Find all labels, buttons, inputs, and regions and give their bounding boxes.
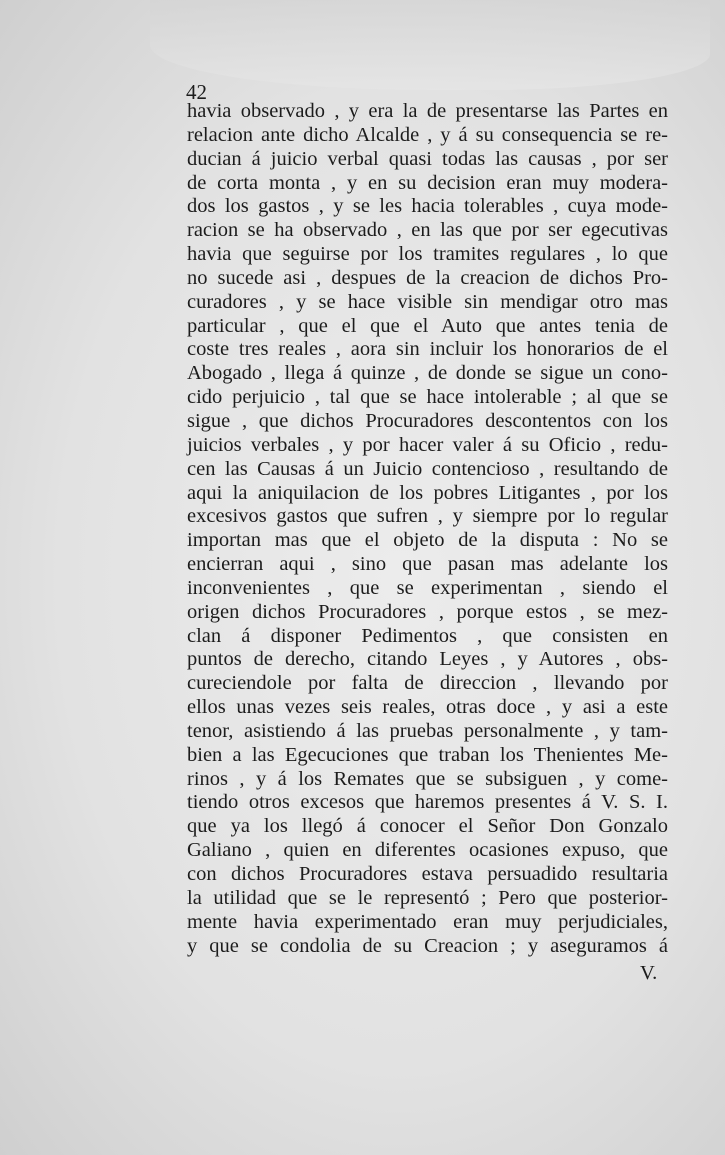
text-line: sigue , que dichos Procuradores descontentos con los: [187, 409, 668, 432]
text-line: puntos de derecho, citando Leyes , y Autores , obs-: [187, 648, 668, 671]
text-line: cen las Causas á un Juicio contencioso , resultando de: [187, 457, 668, 480]
text-line: curadores , y se hace visible sin mendigar otro mas: [187, 290, 668, 313]
body-text: [187, 100, 668, 958]
water-stain: [150, 0, 710, 90]
catchword: V.: [640, 962, 658, 984]
text-line: que ya los llegó á conocer el Señor Don Gonzalo: [187, 815, 668, 838]
text-line: juicios verbales , y por hacer valer á su Oficio , redu-: [187, 433, 668, 456]
text-line: origen dichos Procuradores , porque estos , se mez-: [187, 600, 668, 623]
text-line: relacion ante dicho Alcalde , y á su consequencia se re-: [187, 123, 668, 146]
text-line: bien a las Egecuciones que traban los Thenientes Me-: [187, 743, 668, 766]
text-line: de corta monta , y en su decision eran muy modera-: [187, 171, 668, 194]
text-line: ellos unas vezes seis reales, otras doce , y asi a este: [187, 696, 668, 719]
text-line: aqui la aniquilacion de los pobres Litigantes , por los: [187, 481, 668, 504]
text-line: mente havia experimentado eran muy perjudiciales,: [187, 910, 668, 933]
text-line: coste tres reales , aora sin incluir los honorarios de el: [187, 338, 668, 361]
text-line: rinos , y á los Remates que se subsiguen , y come-: [187, 767, 668, 790]
text-line: cido perjuicio , tal que se hace intolerable ; al que se: [187, 386, 668, 409]
text-line: la utilidad que se le representó ; Pero que posterior-: [187, 886, 668, 909]
text-line: con dichos Procuradores estava persuadido resultaria: [187, 863, 668, 885]
text-line: havia que seguirse por los tramites regulares , lo que: [187, 243, 668, 266]
text-line: dos los gastos , y se les hacia tolerables , cuya mode-: [187, 195, 668, 218]
text-line: tiendo otros excesos que haremos presentes á V. S. I.: [187, 791, 668, 814]
text-line: encierran aqui , sino que pasan mas adelante los: [187, 553, 668, 576]
text-line: cureciendole por falta de direccion , llevando por: [187, 672, 668, 695]
text-line: excesivos gastos que sufren , y siempre por lo regular: [187, 505, 668, 528]
text-line: Abogado , llega á quinze , de donde se sigue un cono-: [187, 362, 668, 385]
text-line: y que se condolia de su Creacion ; y aseguramos á: [187, 934, 668, 957]
text-line: importan mas que el objeto de la disputa : No se: [187, 529, 668, 552]
text-line: inconvenientes , que se experimentan , siendo el: [187, 576, 668, 599]
text-line: particular , que el que el Auto que antes tenia de: [187, 314, 668, 337]
text-line: no sucede asi , despues de la creacion de dichos Pro-: [187, 266, 668, 289]
text-line: tenor, asistiendo á las pruebas personalmente , y tam-: [187, 719, 668, 742]
page-number: 42: [186, 80, 207, 104]
text-line: racion se ha observado , en las que por ser egecutivas: [187, 219, 668, 242]
text-line: havia observado , y era la de presentarse las Partes en: [187, 100, 668, 122]
text-line: clan á disponer Pedimentos , que consisten en: [187, 624, 668, 647]
text-line: ducian á juicio verbal quasi todas las causas , por ser: [187, 147, 668, 170]
text-line: Galiano , quien en diferentes ocasiones expuso, que: [187, 839, 668, 862]
